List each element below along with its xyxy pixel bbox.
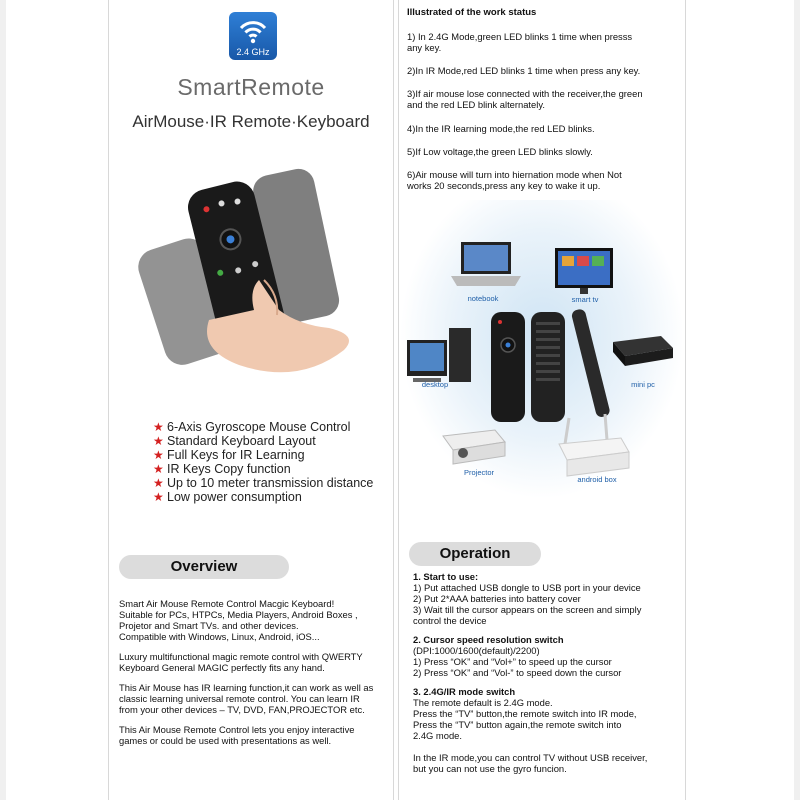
- feature-item: ★ 6-Axis Gyroscope Mouse Control: [153, 420, 351, 434]
- remote-front-icon: [491, 312, 525, 422]
- operation-text: 1. Start to use: 1) Put attached USB dongle to USB port in your device 2) Put 2*AAA batteries into battery cover 3) Wait till the cursor appears on the screen and simply control the device 2. Cursor speed resolution switch (DPI:1000/1600(default)/2200) 1) Press “OK” and “Vol+” to speed up the cursor 2) Press “OK” and “Vol-” to speed down the cursor 3. 2.4G/IR mode switch The remote default is 2.4G mode. Press the “TV” button,the remote switch into IR mode, Press the “TV” button again,the remote switch into 2.4G mode. In the IR mode,you can control TV without USB receiver, but you can not use the gyro funcion.: [413, 571, 648, 774]
- page-edge-right: [794, 0, 800, 800]
- projector-label: Projector: [463, 468, 494, 477]
- brand-name: SmartRemote: [177, 74, 325, 100]
- star-icon: ★: [153, 490, 164, 504]
- status-item: 3)If air mouse lose connected with the receiver,the green and the red LED blink alternately.: [407, 88, 643, 110]
- projector-icon: [443, 430, 505, 464]
- operation-heading: Operation: [409, 542, 541, 566]
- feature-item: ★ Low power consumption: [153, 490, 302, 504]
- mini-pc-icon: [613, 336, 673, 366]
- star-icon: ★: [153, 462, 164, 476]
- left-panel: [108, 0, 394, 800]
- android-box-icon: [559, 414, 629, 476]
- right-panel: [398, 0, 686, 800]
- smart-tv-icon: [555, 248, 613, 294]
- star-icon: ★: [153, 434, 164, 448]
- remote-hand-illustration: [129, 160, 389, 400]
- status-title: Illustrated of the work status: [407, 7, 537, 18]
- feature-list: [153, 420, 373, 504]
- desktop-label: desktop: [421, 380, 449, 389]
- brand-tagline: AirMouse·IR Remote·Keyboard: [132, 112, 370, 131]
- desktop-icon: [407, 328, 471, 382]
- logo-badge: 2.4 GHz: [236, 47, 270, 57]
- notebook-icon: [451, 242, 521, 286]
- overview-text: Smart Air Mouse Remote Control Macgic Keyboard! Suitable for PCs, HTPCs, Media Players, Android Boxes , Projetor and Smart TVs. and other devices. Compatible with Windows, Linux, Android, iOS... Luxury multifunctional magic remote control with QWERTY Keyboard General MAGIC perfectly fits any hand. This Air Mouse has IR learning function,it can work as well as classic learning universal remote control. You can learn IR from your other devices – TV, DVD, FAN,PROJECTOR etc. This Air Mouse Remote Control lets you enjoy interactive games or could be used with presentations as well.: [119, 598, 374, 746]
- status-item: 6)Air mouse will turn into hiernation mode when Not works 20 seconds,press any key to wake it up.: [407, 169, 622, 191]
- overview-heading: Overview: [119, 555, 289, 579]
- feature-item: ★ IR Keys Copy function: [153, 462, 291, 476]
- page-edge-left: [0, 0, 6, 800]
- status-item: 2)In IR Mode,red LED blinks 1 time when press any key.: [407, 65, 641, 76]
- star-icon: ★: [153, 420, 164, 434]
- feature-item: ★ Up to 10 meter transmission distance: [153, 476, 374, 490]
- android-box-label: android box: [577, 475, 617, 484]
- star-icon: ★: [153, 448, 164, 462]
- status-item: 5)If Low voltage,the green LED blinks slowly.: [407, 146, 593, 157]
- feature-item: ★ Full Keys for IR Learning: [153, 448, 305, 462]
- star-icon: ★: [153, 476, 164, 490]
- status-item: 1) In 2.4G Mode,green LED blinks 1 time when presss any key.: [407, 31, 633, 53]
- connected-devices-illustration: [399, 200, 685, 500]
- notebook-label: notebook: [467, 294, 499, 303]
- wifi-logo-icon: [229, 12, 277, 60]
- feature-item: ★ Standard Keyboard Layout: [153, 434, 316, 448]
- remote-side-icon: [571, 308, 611, 418]
- status-item: 4)In the IR learning mode,the red LED blinks.: [407, 123, 595, 134]
- mini-pc-label: mini pc: [631, 380, 655, 389]
- remote-keyboard-icon: [531, 312, 565, 422]
- smart-tv-label: smart tv: [571, 295, 599, 304]
